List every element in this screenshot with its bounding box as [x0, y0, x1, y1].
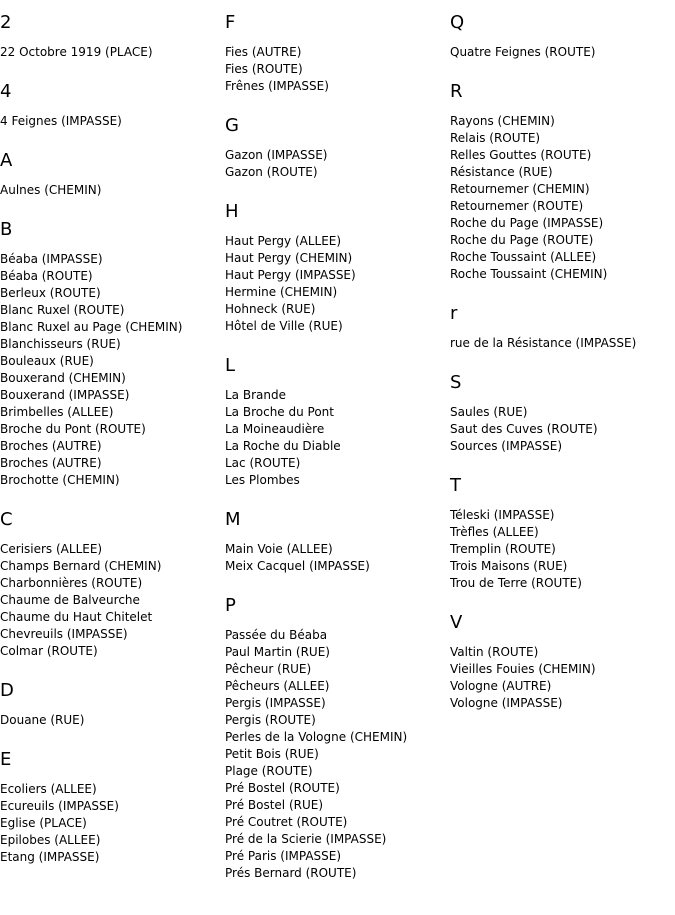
street-entry: Lac (ROUTE) — [225, 456, 301, 470]
street-entry: Perles de la Vologne (CHEMIN) — [225, 730, 408, 744]
street-entry: Blanchisseurs (RUE) — [0, 337, 121, 351]
street-entry: Broche du Pont (ROUTE) — [0, 422, 146, 436]
street-entry: Résistance (RUE) — [450, 165, 553, 179]
street-entry: Hermine (CHEMIN) — [225, 285, 338, 299]
street-entry: 22 Octobre 1919 (PLACE) — [0, 45, 153, 59]
street-entry: Charbonnières (ROUTE) — [0, 576, 143, 590]
letter-group — [225, 355, 450, 489]
street-entry: Béaba (IMPASSE) — [0, 252, 103, 266]
street-entry: Rayons (CHEMIN) — [450, 114, 555, 128]
street-entry: Roche du Page (ROUTE) — [450, 233, 594, 247]
street-entry: Aulnes (CHEMIN) — [0, 183, 102, 197]
street-entry: Chaume du Haut Chitelet — [0, 610, 153, 624]
letter-heading: P — [225, 595, 236, 616]
street-entry: Broches (AUTRE) — [0, 439, 102, 453]
letter-heading: L — [225, 355, 236, 376]
street-entry: Pré Paris (IMPASSE) — [225, 849, 342, 863]
street-entry: Vologne (IMPASSE) — [450, 696, 563, 710]
street-entry: Blanc Ruxel au Page (CHEMIN) — [0, 320, 183, 334]
street-entry: Champs Bernard (CHEMIN) — [0, 559, 162, 573]
street-entry: 4 Feignes (IMPASSE) — [0, 114, 122, 128]
street-entry: Pergis (IMPASSE) — [225, 696, 326, 710]
street-entry: Quatre Feignes (ROUTE) — [450, 45, 596, 59]
street-entry: Brimbelles (ALLEE) — [0, 405, 114, 419]
letter-group — [450, 81, 675, 283]
street-entry: Brochotte (CHEMIN) — [0, 473, 120, 487]
letter-heading: T — [450, 475, 461, 496]
letter-heading: A — [0, 150, 13, 171]
street-entry: Colmar (ROUTE) — [0, 644, 98, 658]
letter-group — [0, 219, 225, 489]
letter-heading: V — [450, 612, 463, 633]
street-entry: Douane (RUE) — [0, 713, 85, 727]
street-index-column-1 — [0, 12, 225, 866]
street-entry: Main Voie (ALLEE) — [225, 542, 333, 556]
street-entry: Roche Toussaint (ALLEE) — [450, 250, 597, 264]
street-entry: Béaba (ROUTE) — [0, 269, 93, 283]
street-entry: Gazon (ROUTE) — [225, 165, 318, 179]
street-entry: Retournemer (ROUTE) — [450, 199, 584, 213]
street-entry: Roche du Page (IMPASSE) — [450, 216, 604, 230]
street-entry: Meix Cacquel (IMPASSE) — [225, 559, 370, 573]
letter-group — [450, 612, 675, 712]
street-entry: rue de la Résistance (IMPASSE) — [450, 336, 637, 350]
letter-heading: E — [0, 749, 12, 770]
street-entry: La Roche du Diable — [225, 439, 341, 453]
street-entry: Chaume de Balveurche — [0, 593, 140, 607]
street-entry: Paul Martin (RUE) — [225, 645, 330, 659]
letter-heading: M — [225, 509, 241, 530]
letter-heading: 4 — [0, 81, 12, 102]
street-entry: Relais (ROUTE) — [450, 131, 541, 145]
street-entry: Pré Coutret (ROUTE) — [225, 815, 348, 829]
street-entry: Frênes (IMPASSE) — [225, 79, 329, 93]
street-entry: Saut des Cuves (ROUTE) — [450, 422, 598, 436]
street-entry: Trou de Terre (ROUTE) — [450, 576, 582, 590]
letter-group — [0, 81, 225, 130]
letter-group — [225, 509, 450, 575]
letter-group — [0, 509, 225, 660]
letter-group — [450, 12, 675, 61]
letter-heading: Q — [450, 12, 465, 33]
street-entry: Trois Maisons (RUE) — [450, 559, 568, 573]
street-entry: Bouleaux (RUE) — [0, 354, 94, 368]
street-entry: Hôtel de Ville (RUE) — [225, 319, 343, 333]
letter-heading: F — [225, 12, 236, 33]
street-entry: Berleux (ROUTE) — [0, 286, 101, 300]
street-entry: Haut Pergy (CHEMIN) — [225, 251, 353, 265]
street-entry: Vieilles Fouies (CHEMIN) — [450, 662, 596, 676]
street-entry: Tremplin (ROUTE) — [450, 542, 556, 556]
letter-group — [225, 12, 450, 95]
street-entry: Pré de la Scierie (IMPASSE) — [225, 832, 387, 846]
street-entry: Blanc Ruxel (ROUTE) — [0, 303, 125, 317]
letter-group — [450, 475, 675, 592]
street-entry: Fies (ROUTE) — [225, 62, 303, 76]
street-entry: Ecureuils (IMPASSE) — [0, 799, 119, 813]
street-entry: Petit Bois (RUE) — [225, 747, 319, 761]
street-entry: La Moineaudière — [225, 422, 325, 436]
street-entry: Cerisiers (ALLEE) — [0, 542, 103, 556]
street-entry: Bouxerand (CHEMIN) — [0, 371, 126, 385]
street-entry: Pêcheur (RUE) — [225, 662, 312, 676]
street-entry: Roche Toussaint (CHEMIN) — [450, 267, 608, 281]
street-entry: Chevreuils (IMPASSE) — [0, 627, 128, 641]
street-entry: Bouxerand (IMPASSE) — [0, 388, 130, 402]
letter-group — [0, 749, 225, 866]
street-entry: Vologne (AUTRE) — [450, 679, 552, 693]
street-entry: Haut Pergy (ALLEE) — [225, 234, 342, 248]
letter-heading: G — [225, 115, 239, 136]
street-entry: Plage (ROUTE) — [225, 764, 313, 778]
street-entry: Retournemer (CHEMIN) — [450, 182, 590, 196]
street-entry: La Broche du Pont — [225, 405, 334, 419]
letter-heading: 2 — [0, 12, 12, 33]
street-entry: Fies (AUTRE) — [225, 45, 302, 59]
street-entry: Haut Pergy (IMPASSE) — [225, 268, 356, 282]
letter-group — [450, 372, 675, 455]
street-entry: Les Plombes — [225, 473, 300, 487]
letter-heading: H — [225, 201, 239, 222]
letter-heading: C — [0, 509, 13, 530]
street-entry: Valtin (ROUTE) — [450, 645, 539, 659]
letter-heading: D — [0, 680, 14, 701]
letter-group — [225, 115, 450, 181]
street-entry: Ecoliers (ALLEE) — [0, 782, 97, 796]
street-entry: Relles Gouttes (ROUTE) — [450, 148, 592, 162]
street-entry: Gazon (IMPASSE) — [225, 148, 328, 162]
street-entry: Téleski (IMPASSE) — [450, 508, 555, 522]
street-entry: Passée du Béaba — [225, 628, 328, 642]
letter-heading: B — [0, 219, 13, 240]
street-entry: Prés Bernard (ROUTE) — [225, 866, 357, 880]
street-entry: Epilobes (ALLEE) — [0, 833, 101, 847]
letter-group — [225, 595, 450, 882]
letter-heading: S — [450, 372, 462, 393]
street-entry: Trèfles (ALLEE) — [450, 525, 539, 539]
letter-group — [225, 201, 450, 335]
street-entry: Pêcheurs (ALLEE) — [225, 679, 330, 693]
letter-group — [450, 303, 675, 352]
street-entry: Pergis (ROUTE) — [225, 713, 316, 727]
street-index-column-2 — [225, 12, 450, 882]
street-entry: Broches (AUTRE) — [0, 456, 102, 470]
street-entry: Hohneck (RUE) — [225, 302, 316, 316]
street-entry: La Brande — [225, 388, 286, 402]
street-index-column-3 — [450, 12, 675, 712]
letter-heading: r — [450, 303, 458, 324]
letter-group — [0, 12, 225, 61]
street-entry: Etang (IMPASSE) — [0, 850, 100, 864]
letter-group — [0, 150, 225, 199]
street-entry: Sources (IMPASSE) — [450, 439, 563, 453]
street-entry: Pré Bostel (ROUTE) — [225, 781, 340, 795]
street-entry: Pré Bostel (RUE) — [225, 798, 324, 812]
street-entry: Eglise (PLACE) — [0, 816, 87, 830]
letter-group — [0, 680, 225, 729]
street-entry: Saules (RUE) — [450, 405, 528, 419]
letter-heading: R — [450, 81, 463, 102]
